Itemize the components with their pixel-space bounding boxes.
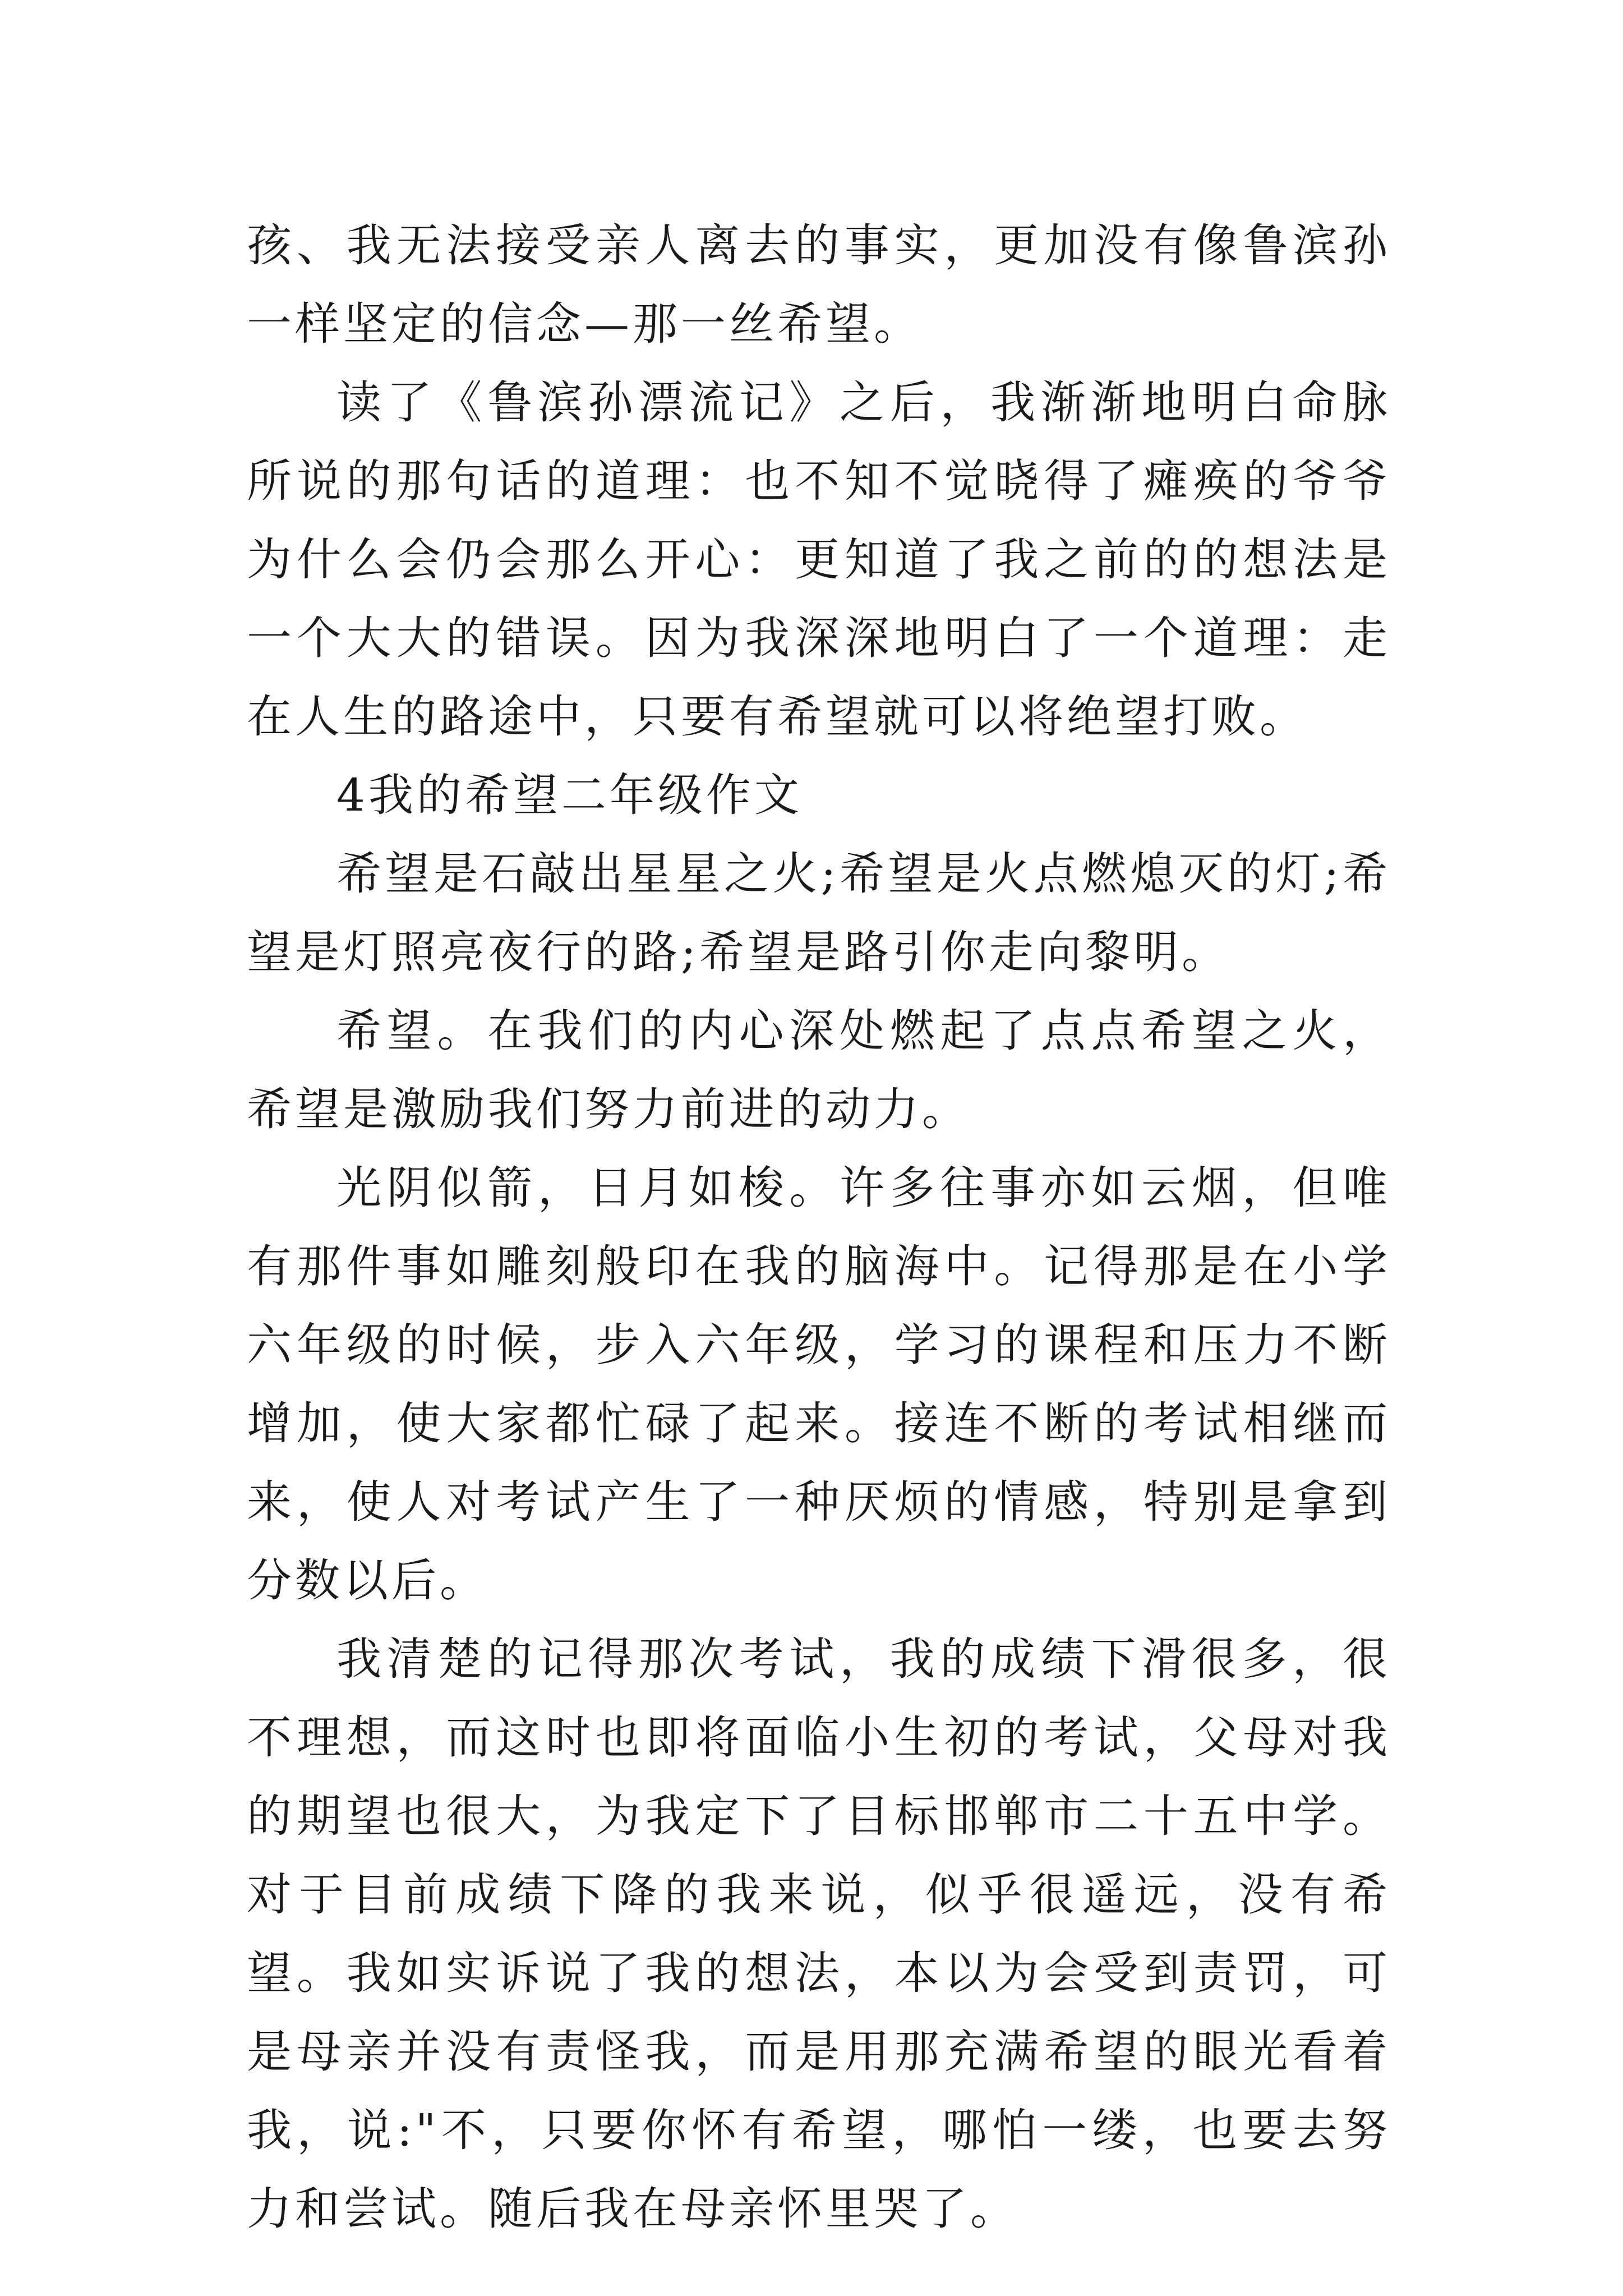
section-heading: 4我的希望二年级作文	[336, 769, 803, 821]
document-body	[247, 206, 1391, 2248]
paragraph-3: 希望是石敲出星星之火;希望是火点燃熄灭的灯;希望是灯照亮夜行的路;希望是路引你走向黎明。	[247, 848, 1391, 978]
paragraph-5: 光阴似箭，日月如梭。许多往事亦如云烟，但唯有那件事如雕刻般印在我的脑海中。记得那是在小学六年级的时候，步入六年级，学习的课程和压力不断增加，使大家都忙碌了起来。接连不断的考试相继而来，使人对考试产生了一种厌烦的情感，特别是拿到分数以后。	[247, 1162, 1391, 1607]
paragraph-1: 孩、我无法接受亲人离去的事实，更加没有像鲁滨孙一样坚定的信念—那一丝希望。	[247, 219, 1391, 350]
paragraph-4: 希望。在我们的内心深处燃起了点点希望之火，希望是激励我们努力前进的动力。	[247, 1005, 1391, 1135]
paragraph-6: 我清楚的记得那次考试，我的成绩下滑很多，很不理想，而这时也即将面临小生初的考试，父母对我的期望也很大，为我定下了目标邯郸市二十五中学。对于目前成绩下降的我来说，似乎很遥远，没有希望。我如实诉说了我的想法，本以为会受到责罚，可是母亲并没有责怪我，而是用那充满希望的眼光看着我，说:"不，只要你怀有希望，哪怕一缕，也要去努力和尝试。随后我在母亲怀里哭了。	[247, 1633, 1391, 2235]
paragraph-2: 读了《鲁滨孙漂流记》之后，我渐渐地明白命脉所说的那句话的道理：也不知不觉晓得了瘫痪的爷爷为什么会仍会那么开心：更知道了我之前的的想法是一个大大的错误。因为我深深地明白了一个道理：走在人生的路途中，只要有希望就可以将绝望打败。	[247, 376, 1391, 743]
